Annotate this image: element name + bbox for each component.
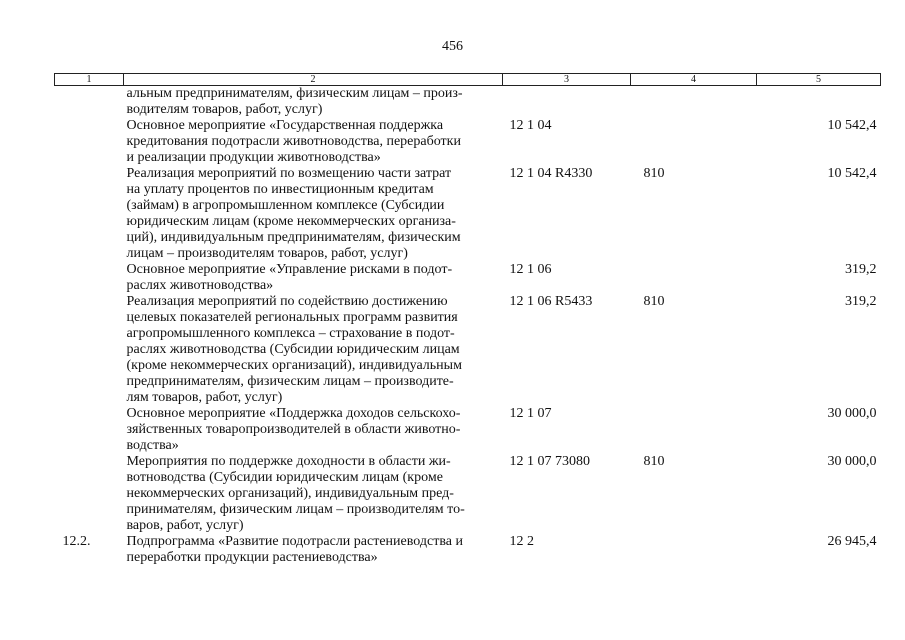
table-row <box>55 86 881 119</box>
table-row <box>55 262 881 294</box>
row-amount: 30 000,0 <box>827 454 877 469</box>
row-number: 12.2. <box>62 534 91 549</box>
row-name-line: Мероприятия по поддержке доходности в области жи- <box>126 454 451 469</box>
header-col-4: 4 <box>631 74 757 86</box>
row-name-line: водства» <box>126 438 179 453</box>
row-name <box>124 406 503 454</box>
row-amount: 10 542,4 <box>827 118 877 133</box>
row-code: 12 1 04 <box>509 118 552 133</box>
row-code: 12 2 <box>509 534 534 549</box>
row-number <box>55 454 124 534</box>
row-name-line: Основное мероприятие «Поддержка доходов сельскохо- <box>126 406 461 421</box>
row-name-line: варов, работ, услуг) <box>126 518 244 533</box>
table-row <box>55 534 881 566</box>
row-amount: 30 000,0 <box>827 406 877 421</box>
row-name-line: предпринимателям, физическим лицам – производите- <box>126 374 454 389</box>
row-code: 12 1 06 R5433 <box>509 294 593 309</box>
row-name-line: агропромышленного комплекса – страхование в подот- <box>126 326 455 341</box>
row-name-line: ций), индивидуальным предпринимателям, физическим <box>126 230 461 245</box>
row-expense-type <box>631 406 757 454</box>
table-row <box>55 406 881 454</box>
row-name-line: Реализация мероприятий по возмещению части затрат <box>126 166 452 181</box>
row-name-line: лям товаров, работ, услуг) <box>126 390 283 405</box>
row-number <box>55 118 124 166</box>
row-name-line: Подпрограмма «Развитие подотрасли растениеводства и <box>126 534 463 549</box>
row-name-line: альным предпринимателям, физическим лицам – произ- <box>126 86 463 101</box>
row-code: 12 1 07 <box>509 406 552 421</box>
row-name <box>124 166 503 262</box>
row-expense-type <box>631 534 757 566</box>
row-expense-type <box>631 262 757 294</box>
row-name-line: Основное мероприятие «Управление рисками в подот- <box>126 262 453 277</box>
header-col-2: 2 <box>124 74 503 86</box>
row-amount: 319,2 <box>845 294 877 309</box>
table-header <box>55 74 881 86</box>
row-number <box>55 166 124 262</box>
row-name <box>124 534 503 566</box>
row-name-line: некоммерческих организаций), индивидуальным пред- <box>126 486 454 501</box>
row-name-line: лицам – производителям товаров, работ, услуг) <box>126 246 408 261</box>
budget-table <box>54 73 881 566</box>
row-code <box>503 86 631 119</box>
row-name-line: раслях животноводства» <box>126 278 274 293</box>
row-expense-type: 810 <box>643 294 665 309</box>
row-name-line: юридическим лицам (кроме некоммерческих организа- <box>126 214 456 229</box>
row-amount: 26 945,4 <box>827 534 877 549</box>
row-code: 12 1 04 R4330 <box>509 166 593 181</box>
table-body <box>55 86 881 567</box>
row-name-line: вотноводства (Субсидии юридическим лицам (кроме <box>126 470 443 485</box>
header-col-5: 5 <box>757 74 881 86</box>
row-expense-type: 810 <box>643 454 665 469</box>
row-name-line: переработки продукции растениеводства» <box>126 550 378 565</box>
row-amount <box>757 86 881 119</box>
row-name <box>124 118 503 166</box>
page-number: 456 <box>442 39 463 54</box>
row-name-line: (займам) в агропромышленном комплексе (Субсидии <box>126 198 445 213</box>
row-expense-type <box>631 118 757 166</box>
row-code: 12 1 07 73080 <box>509 454 590 469</box>
row-number <box>55 294 124 406</box>
row-amount: 10 542,4 <box>827 166 877 181</box>
row-number <box>55 86 124 119</box>
row-name-line: принимателям, физическим лицам – производителям то- <box>126 502 465 517</box>
header-row <box>55 74 881 86</box>
row-name-line: водителям товаров, работ, услуг) <box>126 102 323 117</box>
header-col-1: 1 <box>55 74 124 86</box>
row-name <box>124 262 503 294</box>
table-row <box>55 294 881 406</box>
row-name-line: Реализация мероприятий по содействию достижению <box>126 294 448 309</box>
row-name-line: и реализации продукции животноводства» <box>126 150 381 165</box>
row-number <box>55 262 124 294</box>
table-row <box>55 166 881 262</box>
row-name <box>124 86 503 119</box>
row-name-line: (кроме некоммерческих организаций), индивидуальным <box>126 358 462 373</box>
row-amount: 319,2 <box>845 262 877 277</box>
row-name-line: на уплату процентов по инвестиционным кредитам <box>126 182 434 197</box>
row-expense-type: 810 <box>643 166 665 181</box>
row-name-line: зяйственных товаропроизводителей в области животно- <box>126 422 461 437</box>
table-row <box>55 118 881 166</box>
header-col-3: 3 <box>503 74 631 86</box>
row-name <box>124 454 503 534</box>
row-name <box>124 294 503 406</box>
row-name-line: раслях животноводства (Субсидии юридическим лицам <box>126 342 460 357</box>
row-name-line: целевых показателей региональных программ развития <box>126 310 458 325</box>
row-name-line: Основное мероприятие «Государственная поддержка <box>126 118 444 133</box>
row-expense-type <box>631 86 757 119</box>
row-name-line: кредитования подотрасли животноводства, переработки <box>126 134 461 149</box>
row-code: 12 1 06 <box>509 262 552 277</box>
table-row <box>55 454 881 534</box>
row-number <box>55 406 124 454</box>
